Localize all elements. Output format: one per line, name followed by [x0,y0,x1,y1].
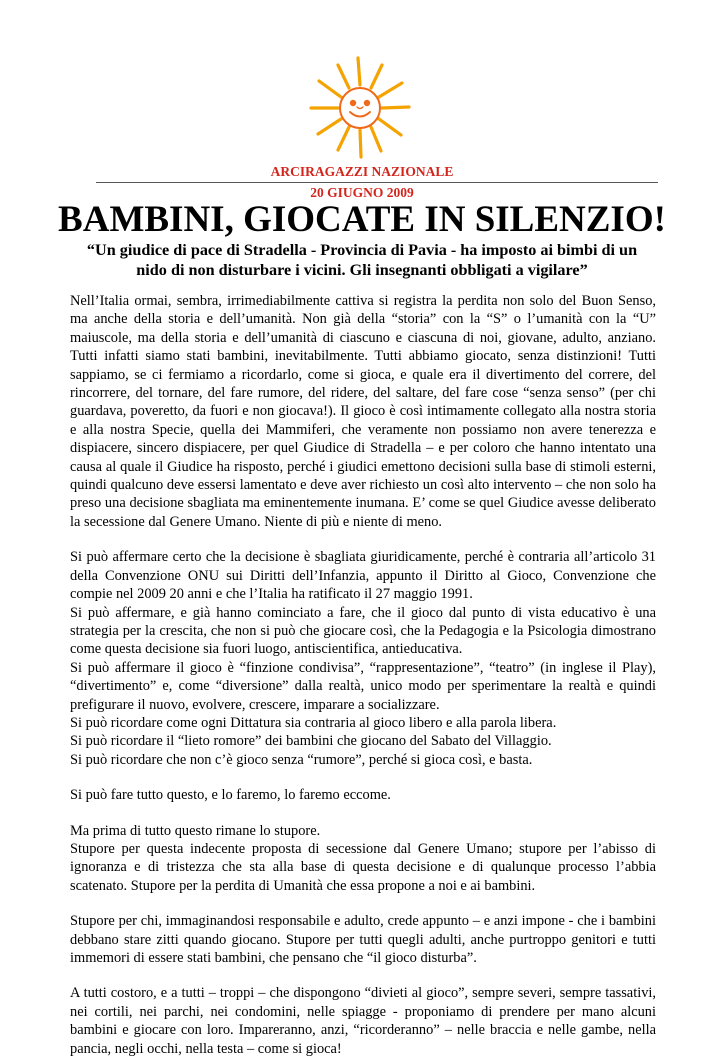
subtitle: “Un giudice di pace di Stradella - Provincia di Pavia - ha imposto ai bimbi di un nido di non disturbare i vicini. Gli insegnanti obbligati a vigilare” [86,241,638,279]
paragraph: Si può ricordare che non c’è gioco senza “rumore”, perché si gioca così, e basta. [70,751,533,768]
paragraph: Si può fare tutto questo, e lo faremo, lo faremo eccome. [70,787,391,804]
paragraph: Si può affermare certo che la decisione è sbagliata giuridicamente, perché è contraria all’articolo 31 della Convenzione ONU sui Diritti dell’Infanzia, appunto il Diritto al Gioco, Convenzione che compie nel 2009 20 anni e che l’Italia ha ratificato il 27 maggio 1991. [70,549,656,603]
publication-date: 20 GIUGNO 2009 [310,185,414,200]
paragraph: Si può affermare, e già hanno cominciato a fare, che il gioco dal punto di vista educativo è una strategia per la crescita, che non si può che giocare così, che la Pedagogia e la Psicologia dimostrano come questa decisione sia fuori luogo, antiscientifica, antieducativa. [70,604,656,658]
paragraph: Stupore per chi, immaginandosi responsabile e adulto, crede appunto – e anzi impone - che i bambini debbano stare zitti quando giocano. Stupore per tutti quegli adulti, anche purtroppo genitori e tutti immemori di essere stati bambini, che pensano che “il gioco disturba”. [70,913,656,966]
paragraph: Nell’Italia ormai, sembra, irrimediabilmente cattiva si registra la perdita non solo del Buon Senso, ma anche della storia e dell’umanità. Non già della “storia” con la “S” o l’umanità con la “U” maiuscole, ma della storia e dell’umanità di ciascuno e ciascuna di noi, giovane, adulto, anziano. Tutti infatti siamo stati bambini, inevitabilmente. Tutti abbiamo giocato, senza distinzioni! Tutti sappiamo, se ci fermiamo a ricordarlo, come si gioca, e quale era il divertimento del correre, del rincorrere, del tornare, del fare rumore, del ridere, del saltare, del fare cose “senza senso” (per chi guardava, poveretto, da fuori e non giocava!). Il gioco è così intimamente collegato alla nostra storia e alla nostra Specie, quella dei Mammiferi, che veramente non possiamo non avere tenerezza e dispiacere, sincero dispiacere, per quel Giudice di Stradella – e per coloro che hanno intentato una causa al quale il Giudice ha risposto, perché i giudici emettono decisioni sulla base di stimoli esterni, quindi qualcuno deve essersi lamentato e deve aver richiesto un così alto intervento – che non solo ha preso una decisione sbagliata ma eminentemente inumana. E’ come se quel Giudice avesse deliberato la secessione dal Genere Umano. Niente di più e niente di meno. [70,293,656,530]
paragraph: Ma prima di tutto questo rimane lo stupore. [70,822,321,839]
organization-name: ARCIRAGAZZI NAZIONALE [270,164,454,179]
sun-face-icon [308,55,412,159]
paragraph: Stupore per questa indecente proposta di secessione dal Genere Umano; stupore per l’abisso di ignoranza e di tristezza che sta alla base di questa decisione e di qualunque processo l’abbia scatenato. Stupore per la perdita di Umanità che essa propone a noi e ai bambini. [70,840,656,894]
header-divider [96,182,658,183]
page-title: BAMBINI, GIOCATE IN SILENZIO! [58,199,666,240]
paragraph: Si può affermare il gioco è “finzione condivisa”, “rappresentazione”, “teatro” (in inglese il Play), “divertimento” e, come “diversione” dalla realtà, unico modo per sperimentare la realtà e quindi prefigurare il nuovo, evolvere, crescere, imparare a socializzare. [70,659,656,713]
article-body [70,292,656,1058]
paragraph: Si può ricordare il “lieto romore” dei bambini che giocano del Sabato del Villaggio. [70,733,552,750]
paragraph: A tutti costoro, e a tutti – troppi – che dispongono “divieti al gioco”, sempre severi, sempre tassativi, nei cortili, nei parchi, nei condomini, nelle spiagge - proponiamo di prendere per mano alcuni bambini e giocare con loro. Impareranno, anzi, “ricorderanno” – nelle braccia e nelle gambe, nella pancia, negli occhi, nella testa – come si gioca! [70,985,656,1057]
paragraph: Si può ricordare come ogni Dittatura sia contraria al gioco libero e alla parola libera. [70,714,557,731]
